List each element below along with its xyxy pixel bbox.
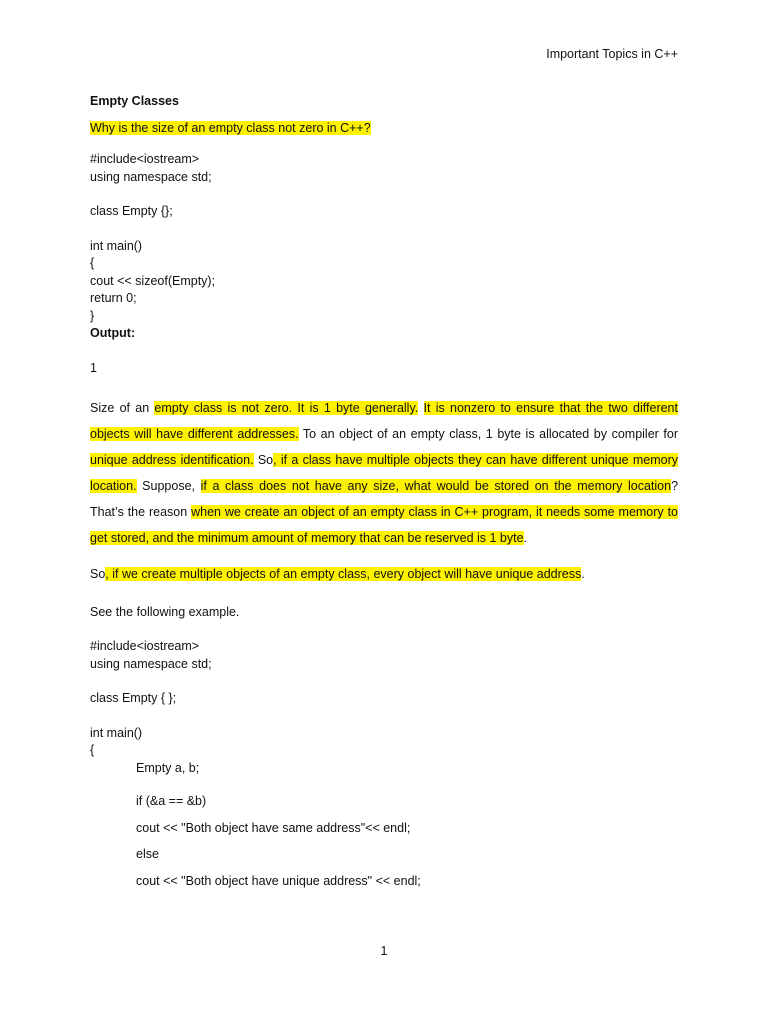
highlighted-text: unique address identification. (90, 453, 254, 467)
code-line: else (136, 847, 159, 861)
document-content (90, 94, 678, 890)
code-line: class Empty {}; (90, 204, 173, 218)
code-line: class Empty { }; (90, 691, 177, 705)
text-run: Size of an (90, 401, 155, 415)
text-run: . (523, 531, 528, 545)
code-line: Empty a, b; (136, 760, 200, 775)
text-run: ? That’s the reason (90, 479, 679, 519)
code-line: int main() (90, 725, 143, 740)
highlighted-question: Why is the size of an empty class not zero in C++? (90, 121, 371, 135)
code-line: } (90, 308, 95, 323)
text-run (418, 401, 423, 415)
highlighted-text: when we create an object of an empty class in C++ program, it needs some memory to get stored, and the minimum amount of memory that can be reserved is 1 byte (90, 505, 678, 545)
output-value: 1 (90, 360, 97, 375)
page-header-title: Important Topics in C++ (546, 47, 678, 61)
code-line: cout << "Both object have unique address" << endl; (136, 873, 421, 888)
code-line: #include<iostream> (90, 152, 200, 166)
highlighted-text: if a class does not have any size, what would be stored on the memory location (200, 479, 672, 493)
highlighted-text: , if we create multiple objects of an empty class, every object will have unique address (105, 567, 582, 581)
example-intro: See the following example. (90, 605, 240, 619)
explanation-paragraph (90, 395, 678, 551)
summary-paragraph (90, 565, 678, 583)
code-line: if (&a == &b) (136, 794, 207, 808)
highlighted-text: It is nonzero to ensure that the two different objects will have different addresses. (90, 401, 678, 441)
section-question (90, 121, 678, 135)
text-run: . (581, 567, 585, 581)
text-run: So (90, 567, 106, 581)
output-label: Output: (90, 326, 136, 340)
code-block-2 (90, 638, 678, 890)
section-heading: Empty Classes (90, 94, 179, 108)
highlighted-text: empty class is not zero. It is 1 byte generally. (154, 401, 419, 415)
text-run: Suppose, (136, 479, 201, 493)
code-line: return 0; (90, 291, 137, 305)
page-number: 1 (380, 944, 388, 958)
code-line: #include<iostream> (90, 639, 200, 653)
code-block-1 (90, 151, 678, 325)
code-line: using namespace std; (90, 656, 212, 671)
text-run: So (253, 453, 274, 467)
code-line: cout << sizeof(Empty); (90, 273, 216, 288)
code-body (90, 760, 678, 891)
highlighted-text: , if a class have multiple objects they can have different unique memory location. (90, 453, 678, 493)
code-line: using namespace std; (90, 169, 212, 184)
code-line: { (90, 256, 95, 270)
code-line: { (90, 743, 95, 757)
code-line: int main() (90, 238, 143, 253)
text-run: To an object of an empty class, 1 byte is allocated by compiler for (298, 427, 678, 441)
code-line: cout << "Both object have same address"<< endl; (136, 820, 411, 835)
